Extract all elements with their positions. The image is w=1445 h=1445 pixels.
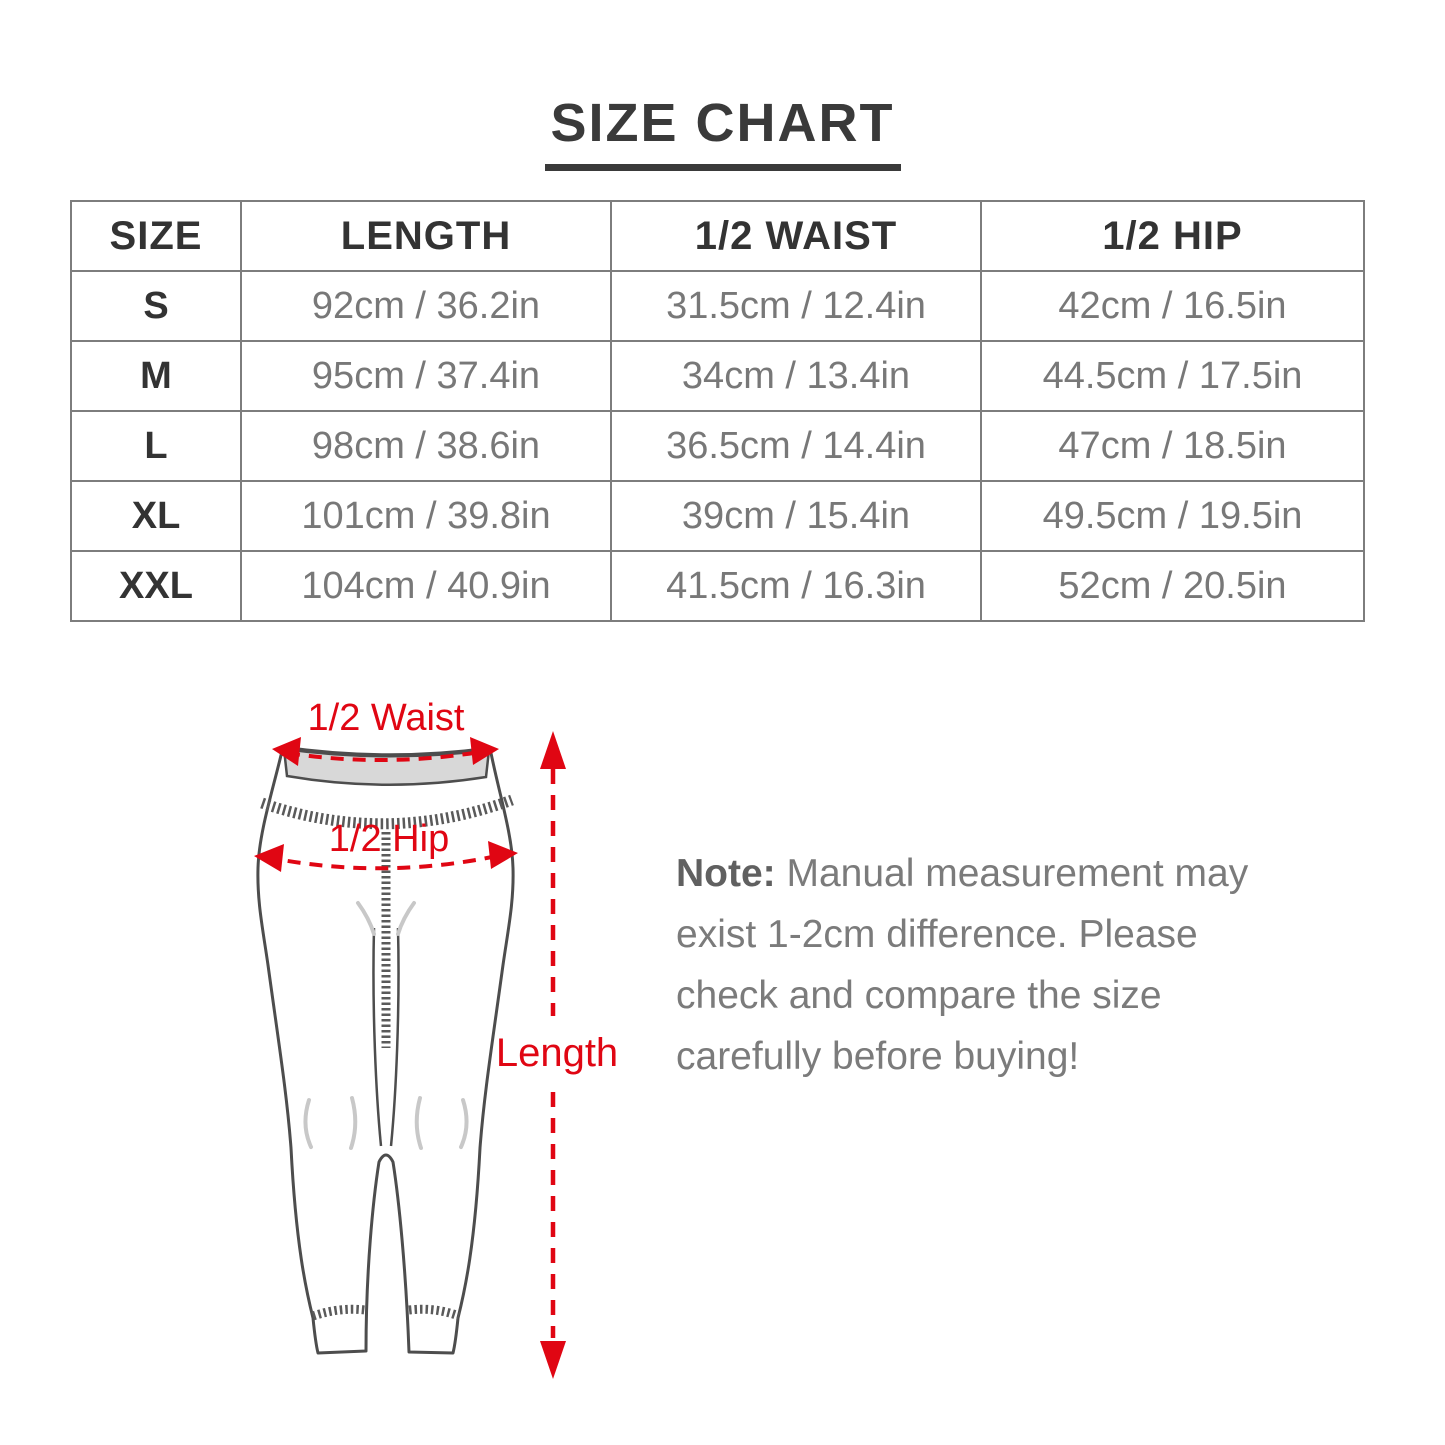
waist-label: 1/2 Waist (307, 697, 465, 739)
note-line: exist 1-2cm difference. Please (676, 913, 1198, 956)
table-row (71, 411, 1364, 481)
table-row (71, 271, 1364, 341)
hip-cell: 47cm / 18.5in (981, 411, 1364, 481)
note-block (676, 843, 1256, 1087)
hip-cell: 52cm / 20.5in (981, 551, 1364, 621)
waist-cell: 41.5cm / 16.3in (611, 551, 981, 621)
table-row (71, 341, 1364, 411)
waist-cell: 31.5cm / 12.4in (611, 271, 981, 341)
size-cell: XXL (71, 551, 241, 621)
waist-cell: 39cm / 15.4in (611, 481, 981, 551)
waist-cell: 34cm / 13.4in (611, 341, 981, 411)
column-header-length: LENGTH (241, 201, 611, 271)
page-title: SIZE CHART (545, 92, 901, 171)
column-header-waist: 1/2 WAIST (611, 201, 981, 271)
column-header-size: SIZE (71, 201, 241, 271)
hip-cell: 44.5cm / 17.5in (981, 341, 1364, 411)
size-cell: M (71, 341, 241, 411)
length-cell: 98cm / 38.6in (241, 411, 611, 481)
note-text: Manual measurement may (786, 852, 1249, 895)
hip-label: 1/2 Hip (328, 818, 450, 860)
note-line: carefully before buying! (676, 1035, 1080, 1078)
table-row (71, 481, 1364, 551)
size-table (70, 200, 1365, 622)
length-cell: 95cm / 37.4in (241, 341, 611, 411)
length-cell: 101cm / 39.8in (241, 481, 611, 551)
length-cell: 104cm / 40.9in (241, 551, 611, 621)
waist-cell: 36.5cm / 14.4in (611, 411, 981, 481)
size-cell: L (71, 411, 241, 481)
column-header-hip: 1/2 HIP (981, 201, 1364, 271)
hip-cell: 49.5cm / 19.5in (981, 481, 1364, 551)
length-cell: 92cm / 36.2in (241, 271, 611, 341)
table-header-row (71, 201, 1364, 271)
hip-cell: 42cm / 16.5in (981, 271, 1364, 341)
length-label: Length (495, 1031, 619, 1075)
size-cell: XL (71, 481, 241, 551)
note-line (676, 843, 1256, 904)
note-line: check and compare the size (676, 974, 1162, 1017)
title-block (0, 92, 1445, 171)
note-label: Note: (676, 852, 776, 895)
size-cell: S (71, 271, 241, 341)
table-row (71, 551, 1364, 621)
